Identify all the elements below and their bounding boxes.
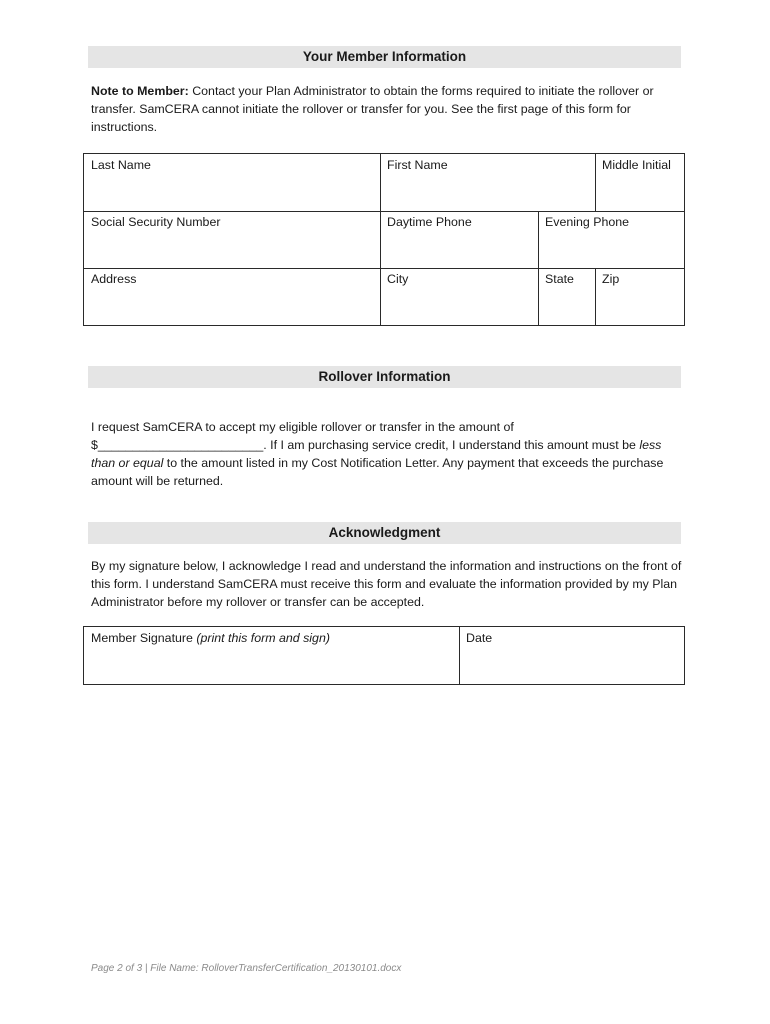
evening-phone-field[interactable] bbox=[538, 211, 685, 268]
first-name-field[interactable] bbox=[380, 154, 595, 211]
city-label: City bbox=[387, 272, 409, 286]
zip-field[interactable] bbox=[595, 268, 685, 326]
member-info-heading: Your Member Information bbox=[88, 46, 681, 68]
daytime-phone-field[interactable] bbox=[380, 211, 538, 268]
page-footer: Page 2 of 3 | File Name: RolloverTransferCertification_20130101.docx bbox=[91, 963, 402, 974]
first-name-label: First Name bbox=[387, 158, 448, 172]
state-field[interactable] bbox=[538, 268, 595, 326]
middle-initial-field[interactable] bbox=[595, 154, 685, 211]
rollover-info-heading: Rollover Information bbox=[88, 366, 681, 388]
date-field[interactable] bbox=[459, 627, 685, 684]
rollover-text-1: I request SamCERA to accept my eligible rollover or transfer in the amount of bbox=[91, 420, 514, 434]
signature-note: (print this form and sign) bbox=[196, 631, 330, 645]
note-label: Note to Member: bbox=[91, 84, 189, 98]
rollover-request-text bbox=[91, 418, 685, 490]
signature-table bbox=[83, 626, 685, 685]
acknowledgment-heading: Acknowledgment bbox=[88, 522, 681, 544]
last-name-label: Last Name bbox=[91, 158, 151, 172]
last-name-field[interactable] bbox=[84, 154, 380, 211]
rollover-text-3: to the amount listed in my Cost Notification Letter. Any payment that exceeds the purchase amount will be returned. bbox=[91, 456, 664, 488]
state-label: State bbox=[545, 272, 574, 286]
note-text: Contact your Plan Administrator to obtain the forms required to initiate the rollover or transfer. SamCERA cannot initiate the rollover or transfer for you. See the first page of this form for instructions. bbox=[91, 84, 654, 134]
acknowledgment-text: By my signature below, I acknowledge I read and understand the information and instructions on the front of this form. I understand SamCERA must receive this form and evaluate the information provided by my Plan Administrator before my rollover or transfer can be accepted. bbox=[91, 559, 682, 609]
zip-label: Zip bbox=[602, 272, 620, 286]
middle-initial-label: Middle Initial bbox=[602, 158, 671, 172]
address-label: Address bbox=[91, 272, 137, 286]
member-info-table bbox=[83, 153, 685, 326]
ssn-label: Social Security Number bbox=[91, 215, 221, 229]
date-label: Date bbox=[466, 631, 493, 645]
signature-label: Member Signature bbox=[91, 631, 197, 645]
address-field[interactable] bbox=[84, 268, 380, 326]
evening-phone-label: Evening Phone bbox=[545, 215, 630, 229]
rollover-text-italic: less than or equal bbox=[91, 438, 662, 470]
ssn-field[interactable] bbox=[84, 211, 380, 268]
rollover-text-2: . If I am purchasing service credit, I understand this amount must be bbox=[263, 438, 640, 452]
member-signature-field[interactable] bbox=[84, 627, 459, 684]
note-to-member bbox=[91, 82, 685, 136]
city-field[interactable] bbox=[380, 268, 538, 326]
amount-blank[interactable]: $________________________ bbox=[91, 438, 264, 452]
daytime-phone-label: Daytime Phone bbox=[387, 215, 472, 229]
